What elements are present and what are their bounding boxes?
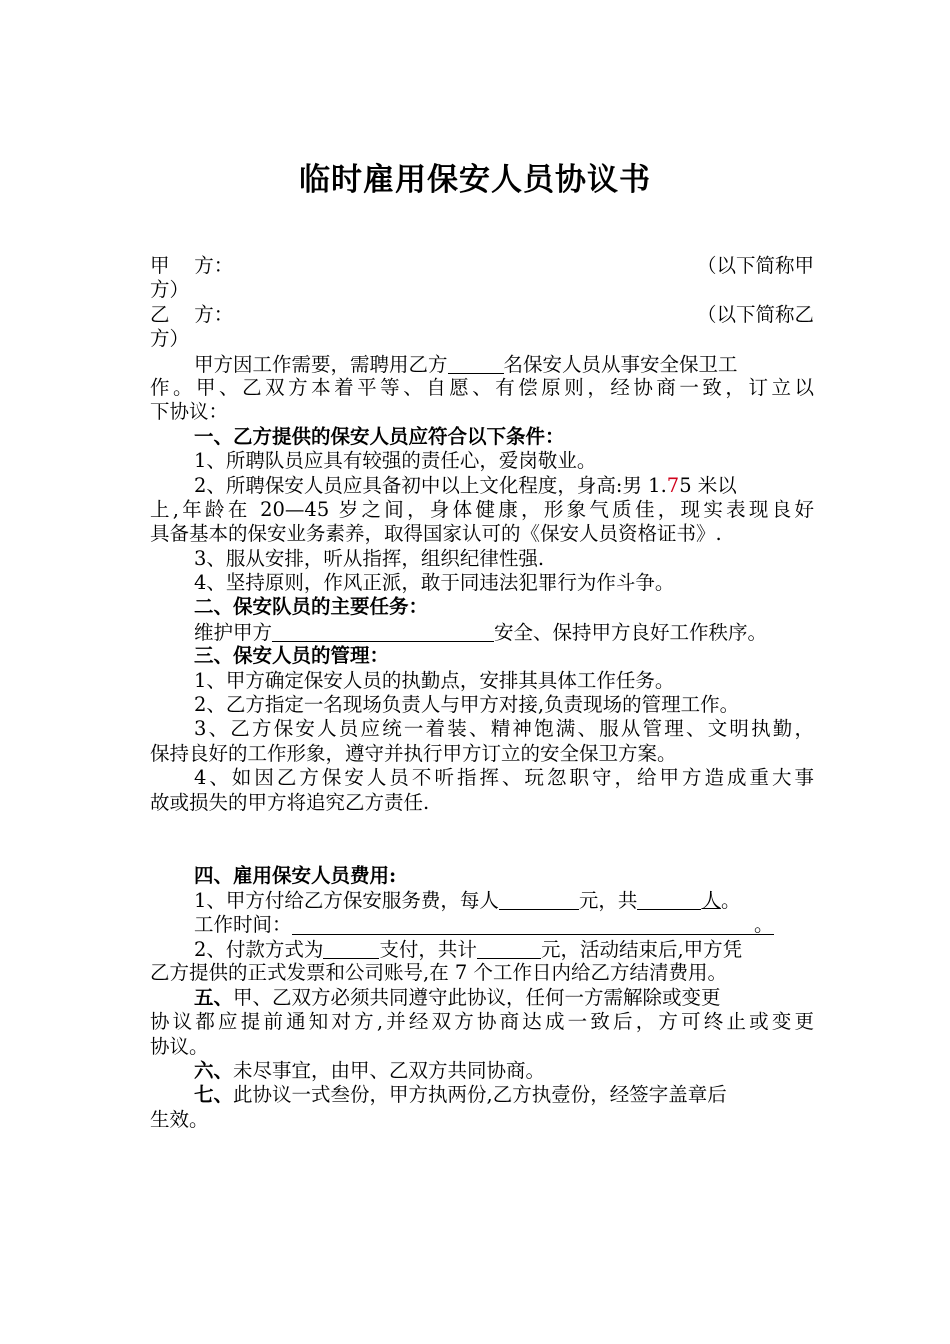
intro-line-1 [150,352,814,376]
section-4-heading: 四、雇用保安人员费用: [194,863,397,887]
s3-item-4-line-2: 故或损失的甲方将追究乙方责任. [150,790,430,814]
party-b-suffix: （以下简称乙 [696,302,814,326]
s4-item-1-end: 。 [720,889,741,913]
section-6 [150,1059,814,1083]
location-blank[interactable] [272,620,494,642]
section-5-text: 甲、乙双方必须共同遵守此协议，任何一方需解除或变更 [233,985,721,1009]
party-a-label: 甲 方： [150,254,234,277]
party-b-label: 乙 方： [150,302,234,326]
s1-item-2-text-a: 2、所聘保安人员应具备初中以上文化程度，身高:男 1. [194,473,667,497]
section-7 [150,1083,814,1107]
section-5-number: 五、 [194,985,234,1009]
worktime-end: 。 [754,912,774,936]
party-a-suffix: （以下简称甲 [696,254,814,277]
s3-item-3-line-2: 保持良好的工作形象，遵守并执行甲方订立的安全保卫方案。 [150,741,677,765]
intro-text-a: 甲方因工作需要，需聘用乙方 [194,352,448,376]
s4-item-2-text-c: 元，活动结束后,甲方凭 [540,937,743,961]
intro-text-b: 名保安人员从事安全保卫工 [503,352,738,376]
s3-item-2: 2、乙方指定一名现场负责人与甲方对接,负责现场的管理工作。 [194,693,740,717]
s1-item-3: 3、服从安排，听从指挥，组织纪律性强. [194,546,545,570]
s1-item-1: 1、所聘队员应具有较强的责任心，爱岗敬业。 [194,449,597,473]
intro-line-2: 作。甲、乙双方本着平等、自愿、有偿原则，经协商一致，订立以 [150,375,814,399]
section-5-line-3: 协议。 [150,1034,209,1058]
section-3-heading: 三、保安人员的管理： [194,644,390,668]
s3-item-3: 3、乙方保安人员应统一着装、精神饱满、服从管理、文明执勤， [194,717,814,741]
s3-item-1: 1、甲方确定保安人员的执勤点，安排其具体工作任务。 [194,668,675,692]
headcount-blank[interactable] [448,352,504,374]
party-a-line [150,254,814,278]
s4-item-1-text-a: 1、甲方付给乙方保安服务费，每人 [194,889,499,913]
s1-item-2-text-b: 5 米以 [679,473,737,497]
s2-text-a: 维护甲方 [194,620,273,644]
s1-item-2-red-digit: 7 [666,473,680,497]
fee-per-person-blank[interactable] [499,888,579,910]
s4-item-2 [150,937,814,961]
intro-line-3: 下协议： [150,400,229,424]
worktime-label: 工作时间： [194,912,292,936]
document-body [150,254,814,1132]
spacer [150,815,814,864]
party-b-wrap: 方） [150,327,190,351]
s1-item-2 [150,474,814,498]
section-6-number: 六、 [194,1058,234,1082]
section-7-line-2: 生效。 [150,1107,209,1131]
s4-item-1-people-unit: 人 [701,889,721,913]
s2-text-b: 安全、保持甲方良好工作秩序。 [494,620,768,644]
s3-item-4: 4、如因乙方保安人员不听指挥、玩忽职守，给甲方造成重大事 [194,766,814,790]
payment-method-blank[interactable] [323,937,379,959]
section-1-heading: 一、乙方提供的保安人员应符合以下条件： [194,424,565,448]
worktime-line [150,913,814,937]
section-2-heading: 二、保安队员的主要任务： [194,595,429,619]
party-b-line [150,303,814,327]
s4-item-2-text-a: 2、付款方式为 [194,937,324,961]
s4-item-2-text-b: 支付，共计 [379,937,477,961]
s1-item-4: 4、坚持原则，作风正派，敢于同违法犯罪行为作斗争。 [194,571,675,595]
section-7-text: 此协议一式叁份，甲方执两份,乙方执壹份，经签字盖章后 [233,1083,727,1107]
section-7-number: 七、 [194,1083,234,1107]
s2-line [150,620,814,644]
s4-item-1-text-b: 元，共 [578,889,638,913]
s4-item-1 [150,888,814,912]
s1-item-2-line-2: 上,年龄在 20—45 岁之间，身体健康，形象气质佳，现实表现良好 [150,497,814,521]
total-people-blank[interactable] [637,888,701,910]
section-5-line-2: 协议都应提前通知对方,并经双方协商达成一致后，方可终止或变更 [150,1010,814,1034]
document-title: 临时雇用保安人员协议书 [299,162,651,198]
section-6-text: 未尽事宜，由甲、乙双方共同协商。 [233,1058,546,1082]
party-a-wrap: 方） [150,278,190,302]
s1-item-2-line-3: 具备基本的保安业务素养，取得国家认可的《保安人员资格证书》. [150,522,722,546]
total-amount-blank[interactable] [477,937,541,959]
s4-item-2-line-2: 乙方提供的正式发票和公司账号,在 7 个工作日内给乙方结清费用。 [150,961,728,985]
worktime-blank[interactable] [292,913,774,935]
section-5 [150,986,814,1010]
